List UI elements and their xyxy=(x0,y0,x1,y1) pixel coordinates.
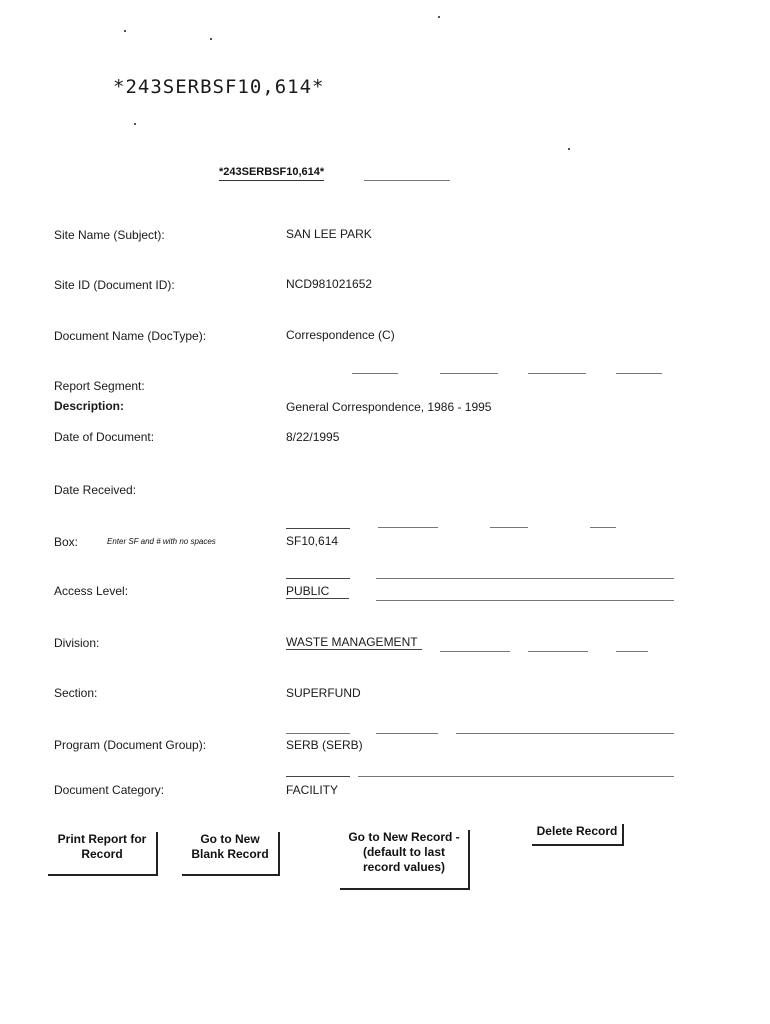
field-underline xyxy=(352,373,398,374)
barcode-label: *243SERBSF10,614* xyxy=(113,76,325,98)
new-blank-record-button[interactable] xyxy=(182,832,280,876)
new-default-label-1: Go to New Record - xyxy=(348,830,460,844)
barcode-caption: *243SERBSF10,614* xyxy=(219,166,324,181)
description-label: Description: xyxy=(54,399,125,413)
scan-speck xyxy=(568,148,570,150)
field-underline xyxy=(490,527,528,528)
division-label: Division: xyxy=(54,636,100,650)
site-id-label: Site ID (Document ID): xyxy=(54,278,175,292)
doc-category-value[interactable]: FACILITY xyxy=(286,783,339,797)
new-blank-label-2: Blank Record xyxy=(191,847,269,861)
doc-name-value[interactable]: Correspondence (C) xyxy=(286,328,395,342)
doc-name-label: Document Name (DocType): xyxy=(54,329,207,343)
box-hint: Enter SF and # with no spaces xyxy=(107,537,216,546)
print-report-label-1: Print Report for xyxy=(57,832,147,846)
field-underline xyxy=(286,733,350,734)
new-default-label-2: (default to last xyxy=(362,845,445,859)
access-level-label: Access Level: xyxy=(54,584,129,598)
field-underline xyxy=(286,578,350,579)
scan-speck xyxy=(124,30,126,32)
field-underline xyxy=(616,373,662,374)
delete-record-label: Delete Record xyxy=(536,824,618,838)
delete-record-button[interactable] xyxy=(532,824,624,846)
box-value[interactable]: SF10,614 xyxy=(286,534,339,548)
new-blank-label-1: Go to New xyxy=(200,832,260,846)
doc-date-label: Date of Document: xyxy=(54,430,155,444)
field-underline xyxy=(590,527,616,528)
division-value[interactable]: WASTE MANAGEMENT xyxy=(286,635,422,650)
program-value[interactable]: SERB (SERB) xyxy=(286,738,363,752)
field-underline xyxy=(528,651,588,652)
site-id-value[interactable]: NCD981021652 xyxy=(286,277,373,291)
print-report-label-2: Record xyxy=(81,847,123,861)
field-underline xyxy=(376,733,438,734)
scan-speck xyxy=(134,123,136,125)
access-level-value[interactable]: PUBLIC xyxy=(286,584,349,599)
divider xyxy=(364,180,450,181)
print-report-button[interactable] xyxy=(48,832,158,876)
field-underline xyxy=(440,373,498,374)
doc-date-value[interactable]: 8/22/1995 xyxy=(286,430,340,444)
site-name-value[interactable]: SAN LEE PARK xyxy=(286,227,372,241)
new-record-default-button[interactable] xyxy=(340,830,470,890)
field-underline xyxy=(616,651,648,652)
section-value[interactable]: SUPERFUND xyxy=(286,686,361,700)
field-underline xyxy=(286,776,350,777)
field-underline xyxy=(286,528,350,529)
site-name-label: Site Name (Subject): xyxy=(54,228,165,242)
field-underline xyxy=(358,776,674,777)
field-underline xyxy=(456,733,674,734)
section-label: Section: xyxy=(54,686,98,700)
field-underline xyxy=(376,600,674,601)
field-underline xyxy=(528,373,586,374)
field-underline xyxy=(376,578,674,579)
field-underline xyxy=(378,527,438,528)
scan-speck xyxy=(438,16,440,18)
program-label: Program (Document Group): xyxy=(54,738,207,752)
description-value[interactable]: General Correspondence, 1986 - 1995 xyxy=(286,400,492,414)
field-underline xyxy=(440,651,510,652)
scan-speck xyxy=(210,38,212,40)
date-received-label: Date Received: xyxy=(54,483,137,497)
report-segment-label: Report Segment: xyxy=(54,379,145,393)
new-default-label-3: record values) xyxy=(362,860,446,874)
doc-category-label: Document Category: xyxy=(54,783,165,797)
box-label: Box: xyxy=(54,535,79,549)
